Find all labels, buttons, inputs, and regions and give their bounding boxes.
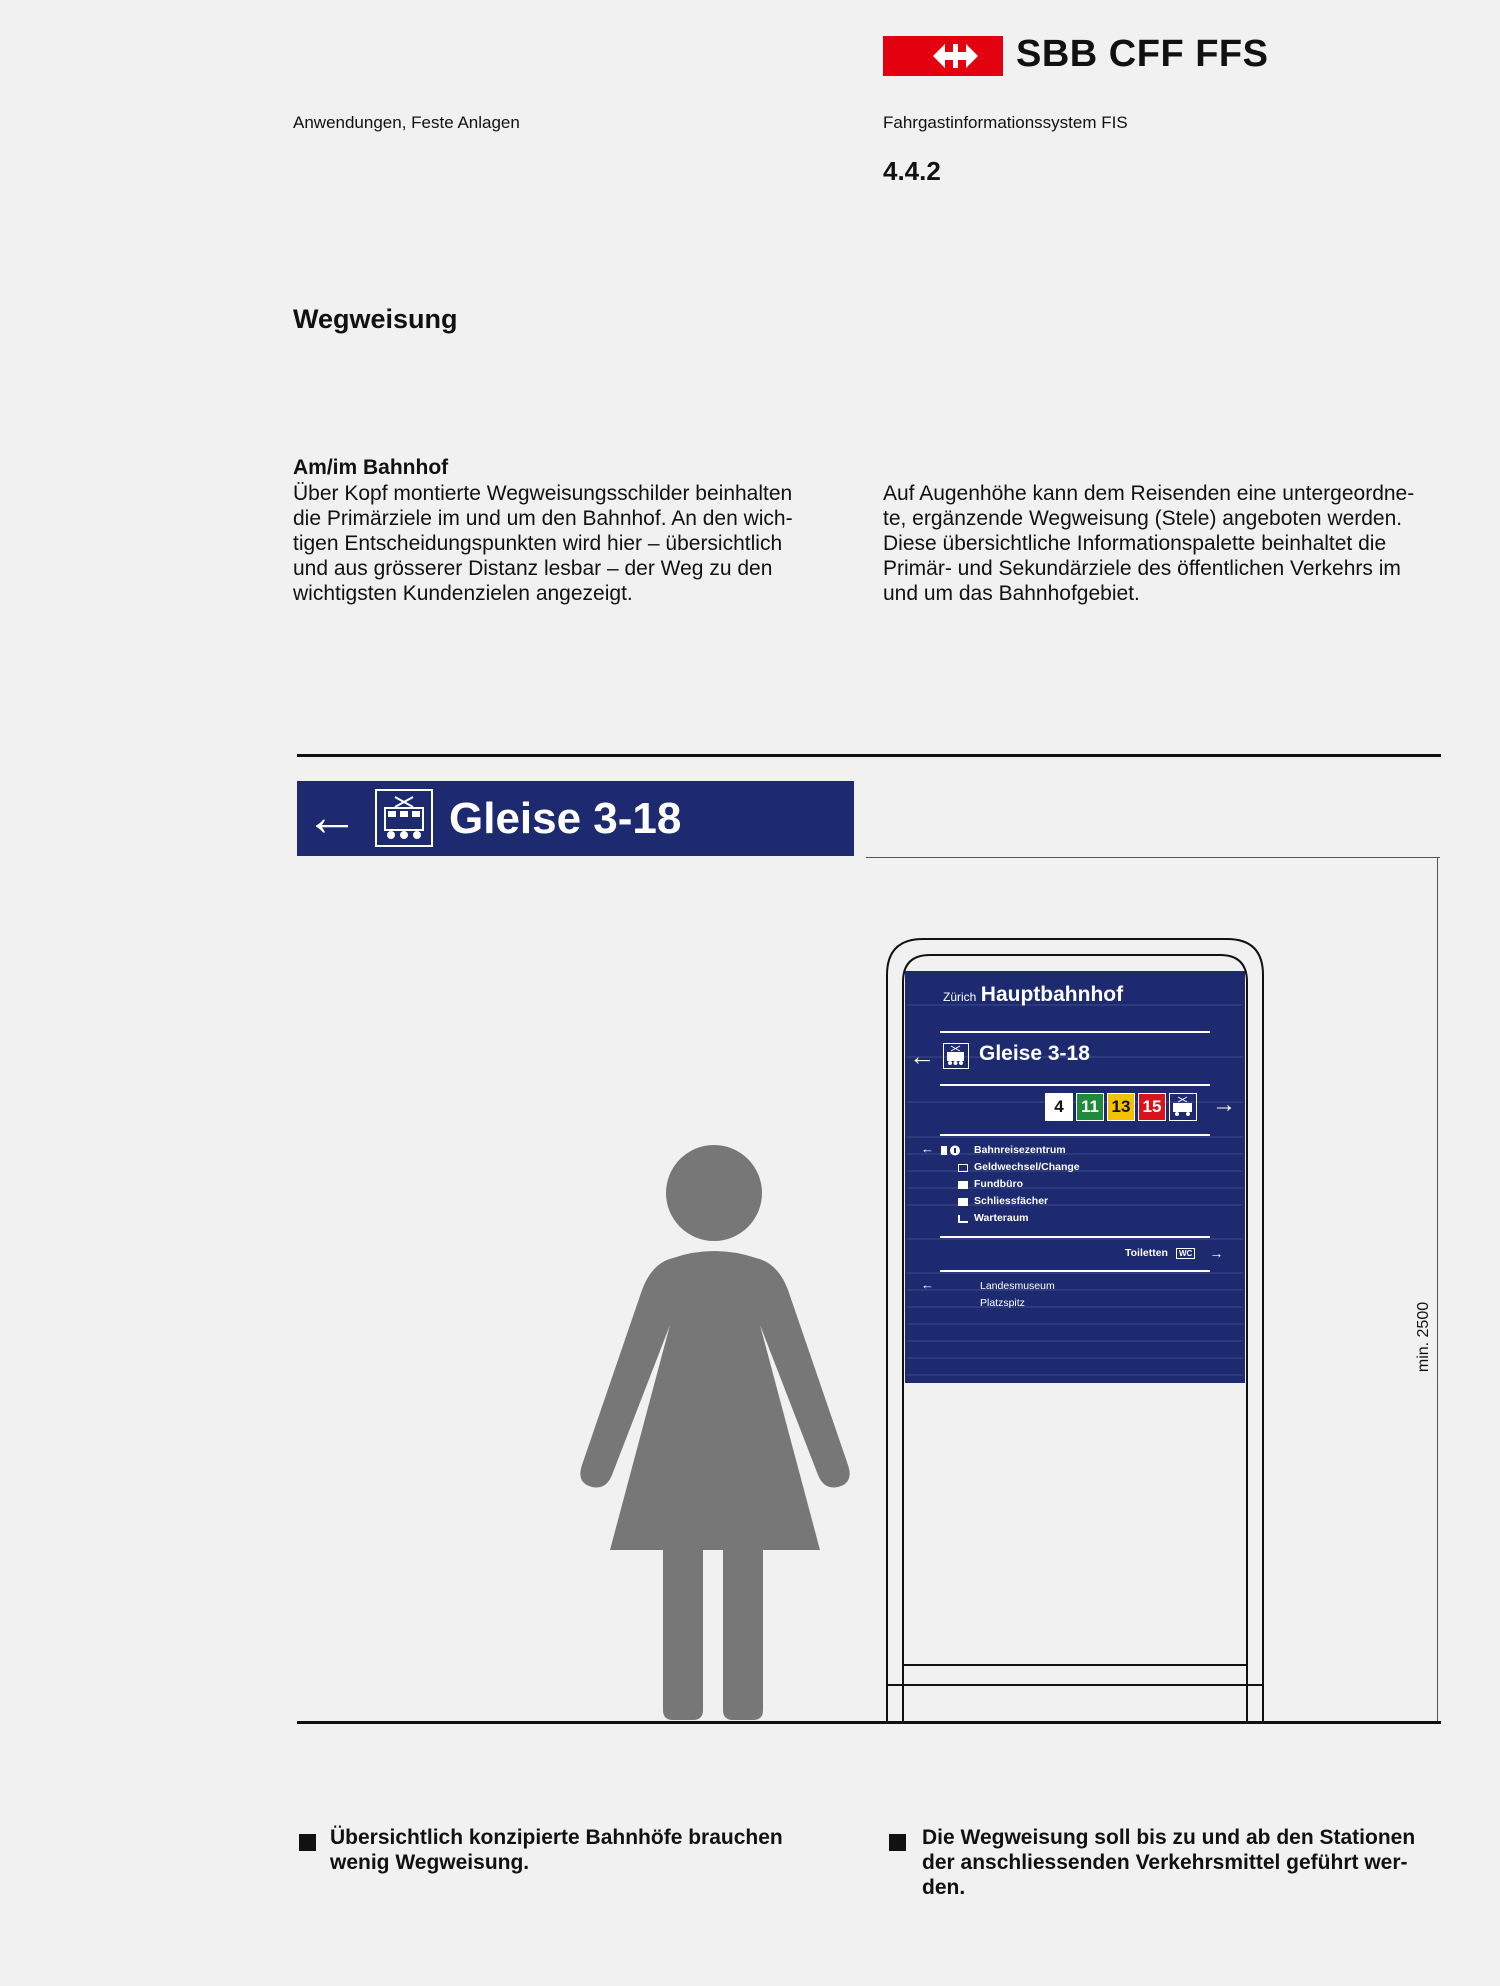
service-row [958, 1159, 1080, 1176]
overhead-sign-label: Gleise 3-18 [449, 794, 682, 843]
stele [885, 937, 1265, 1722]
stele-station-header [943, 983, 1123, 1007]
sbb-logo-flag [883, 36, 1003, 76]
dimension-top-line [866, 857, 1440, 858]
stele-services-arrow-icon: ← [921, 1141, 934, 1156]
woman-pictogram-icon [580, 1145, 850, 1720]
waiting-room-icon [958, 1215, 968, 1223]
wc-icon: WC [1176, 1248, 1195, 1259]
stele-train-icon [943, 1043, 969, 1069]
ground-rule [297, 1721, 1441, 1724]
page-title: Wegweisung [293, 304, 458, 334]
section-number: 4.4.2 [883, 156, 941, 186]
city-target: Platzspitz [980, 1297, 1025, 1309]
stele-services-list [958, 1142, 1080, 1227]
category-label: Anwendungen, Feste Anlagen [293, 113, 520, 132]
intro-left-paragraph: Über Kopf montierte Wegweisungsschilder beinhalten die Primärziele im und um den Bahnhof. An den wich- tigen Entscheidungspunkten wird hier – übersichtlich und aus grösserer Distanz lesbar – der Weg zu den wichtigsten Kundenzielen angezeigt. [293, 482, 793, 605]
note-left: Übersichtlich konzipierte Bahnhöfe brauchen wenig Wegweisung. [330, 1826, 783, 1874]
stele-platform-arrow-icon: ← [909, 1041, 935, 1071]
stele-station: Hauptbahnhof [980, 983, 1124, 1006]
line-badge: 11 [1076, 1093, 1104, 1121]
exchange-icon [958, 1164, 968, 1172]
sbb-logo-icon [883, 36, 1003, 76]
system-label: Fahrgastinformationssystem FIS [883, 113, 1128, 132]
dimension-vertical-line [1437, 857, 1438, 1722]
intro-right-paragraph: Auf Augenhöhe kann dem Reisenden eine untergeordne- te, ergänzende Wegweisung (Stele) angeboten werden. Diese übersichtliche Informationspalette beinhaltet die Primär- und Sekundärziele des öffentlichen Verkehrs im und um das Bahnhofgebiet. [883, 482, 1415, 605]
top-rule [297, 754, 1441, 757]
tram-icon [1169, 1093, 1197, 1121]
city-target: Landesmuseum [980, 1280, 1055, 1292]
brand-name: SBB CFF FFS [1016, 33, 1269, 75]
bullet-square-icon [889, 1834, 906, 1851]
service-label: Geldwechsel/Change [974, 1161, 1080, 1173]
dimension-label: min. 2500 [1415, 1298, 1433, 1376]
service-label: Bahnreisezentrum [974, 1144, 1066, 1156]
subheading: Am/im Bahnhof [293, 456, 449, 479]
lost-found-icon [958, 1181, 968, 1189]
train-icon [375, 789, 433, 847]
service-label: Warteraum [974, 1212, 1029, 1224]
stele-toilets-row [1125, 1245, 1223, 1261]
left-arrow-icon: ← [305, 787, 359, 847]
stele-lines-arrow-icon: → [1212, 1091, 1236, 1118]
line-badge: 13 [1107, 1093, 1135, 1121]
bullet-square-icon [299, 1834, 316, 1851]
stele-city: Zürich [943, 990, 977, 1004]
service-row [958, 1193, 1080, 1210]
note-right: Die Wegweisung soll bis zu und ab den Stationen der anschliessenden Verkehrsmittel geführt wer- den. [922, 1826, 1416, 1899]
locker-icon [958, 1198, 968, 1206]
toilets-arrow-icon: → [1209, 1245, 1224, 1261]
service-label: Schliessfächer [974, 1195, 1049, 1207]
toilets-label: Toiletten [1125, 1247, 1168, 1259]
service-label: Fundbüro [974, 1178, 1023, 1190]
stele-city-targets [980, 1278, 1055, 1312]
line-badge: 4 [1045, 1093, 1073, 1121]
service-row [958, 1210, 1080, 1227]
stele-platform-label: Gleise 3-18 [979, 1042, 1090, 1065]
overhead-sign [297, 781, 854, 856]
service-row [958, 1176, 1080, 1193]
stele-line-badges [1045, 1093, 1197, 1121]
stele-city-arrow-icon: ← [921, 1277, 934, 1292]
line-badge: 15 [1138, 1093, 1166, 1121]
service-row [958, 1142, 1080, 1159]
